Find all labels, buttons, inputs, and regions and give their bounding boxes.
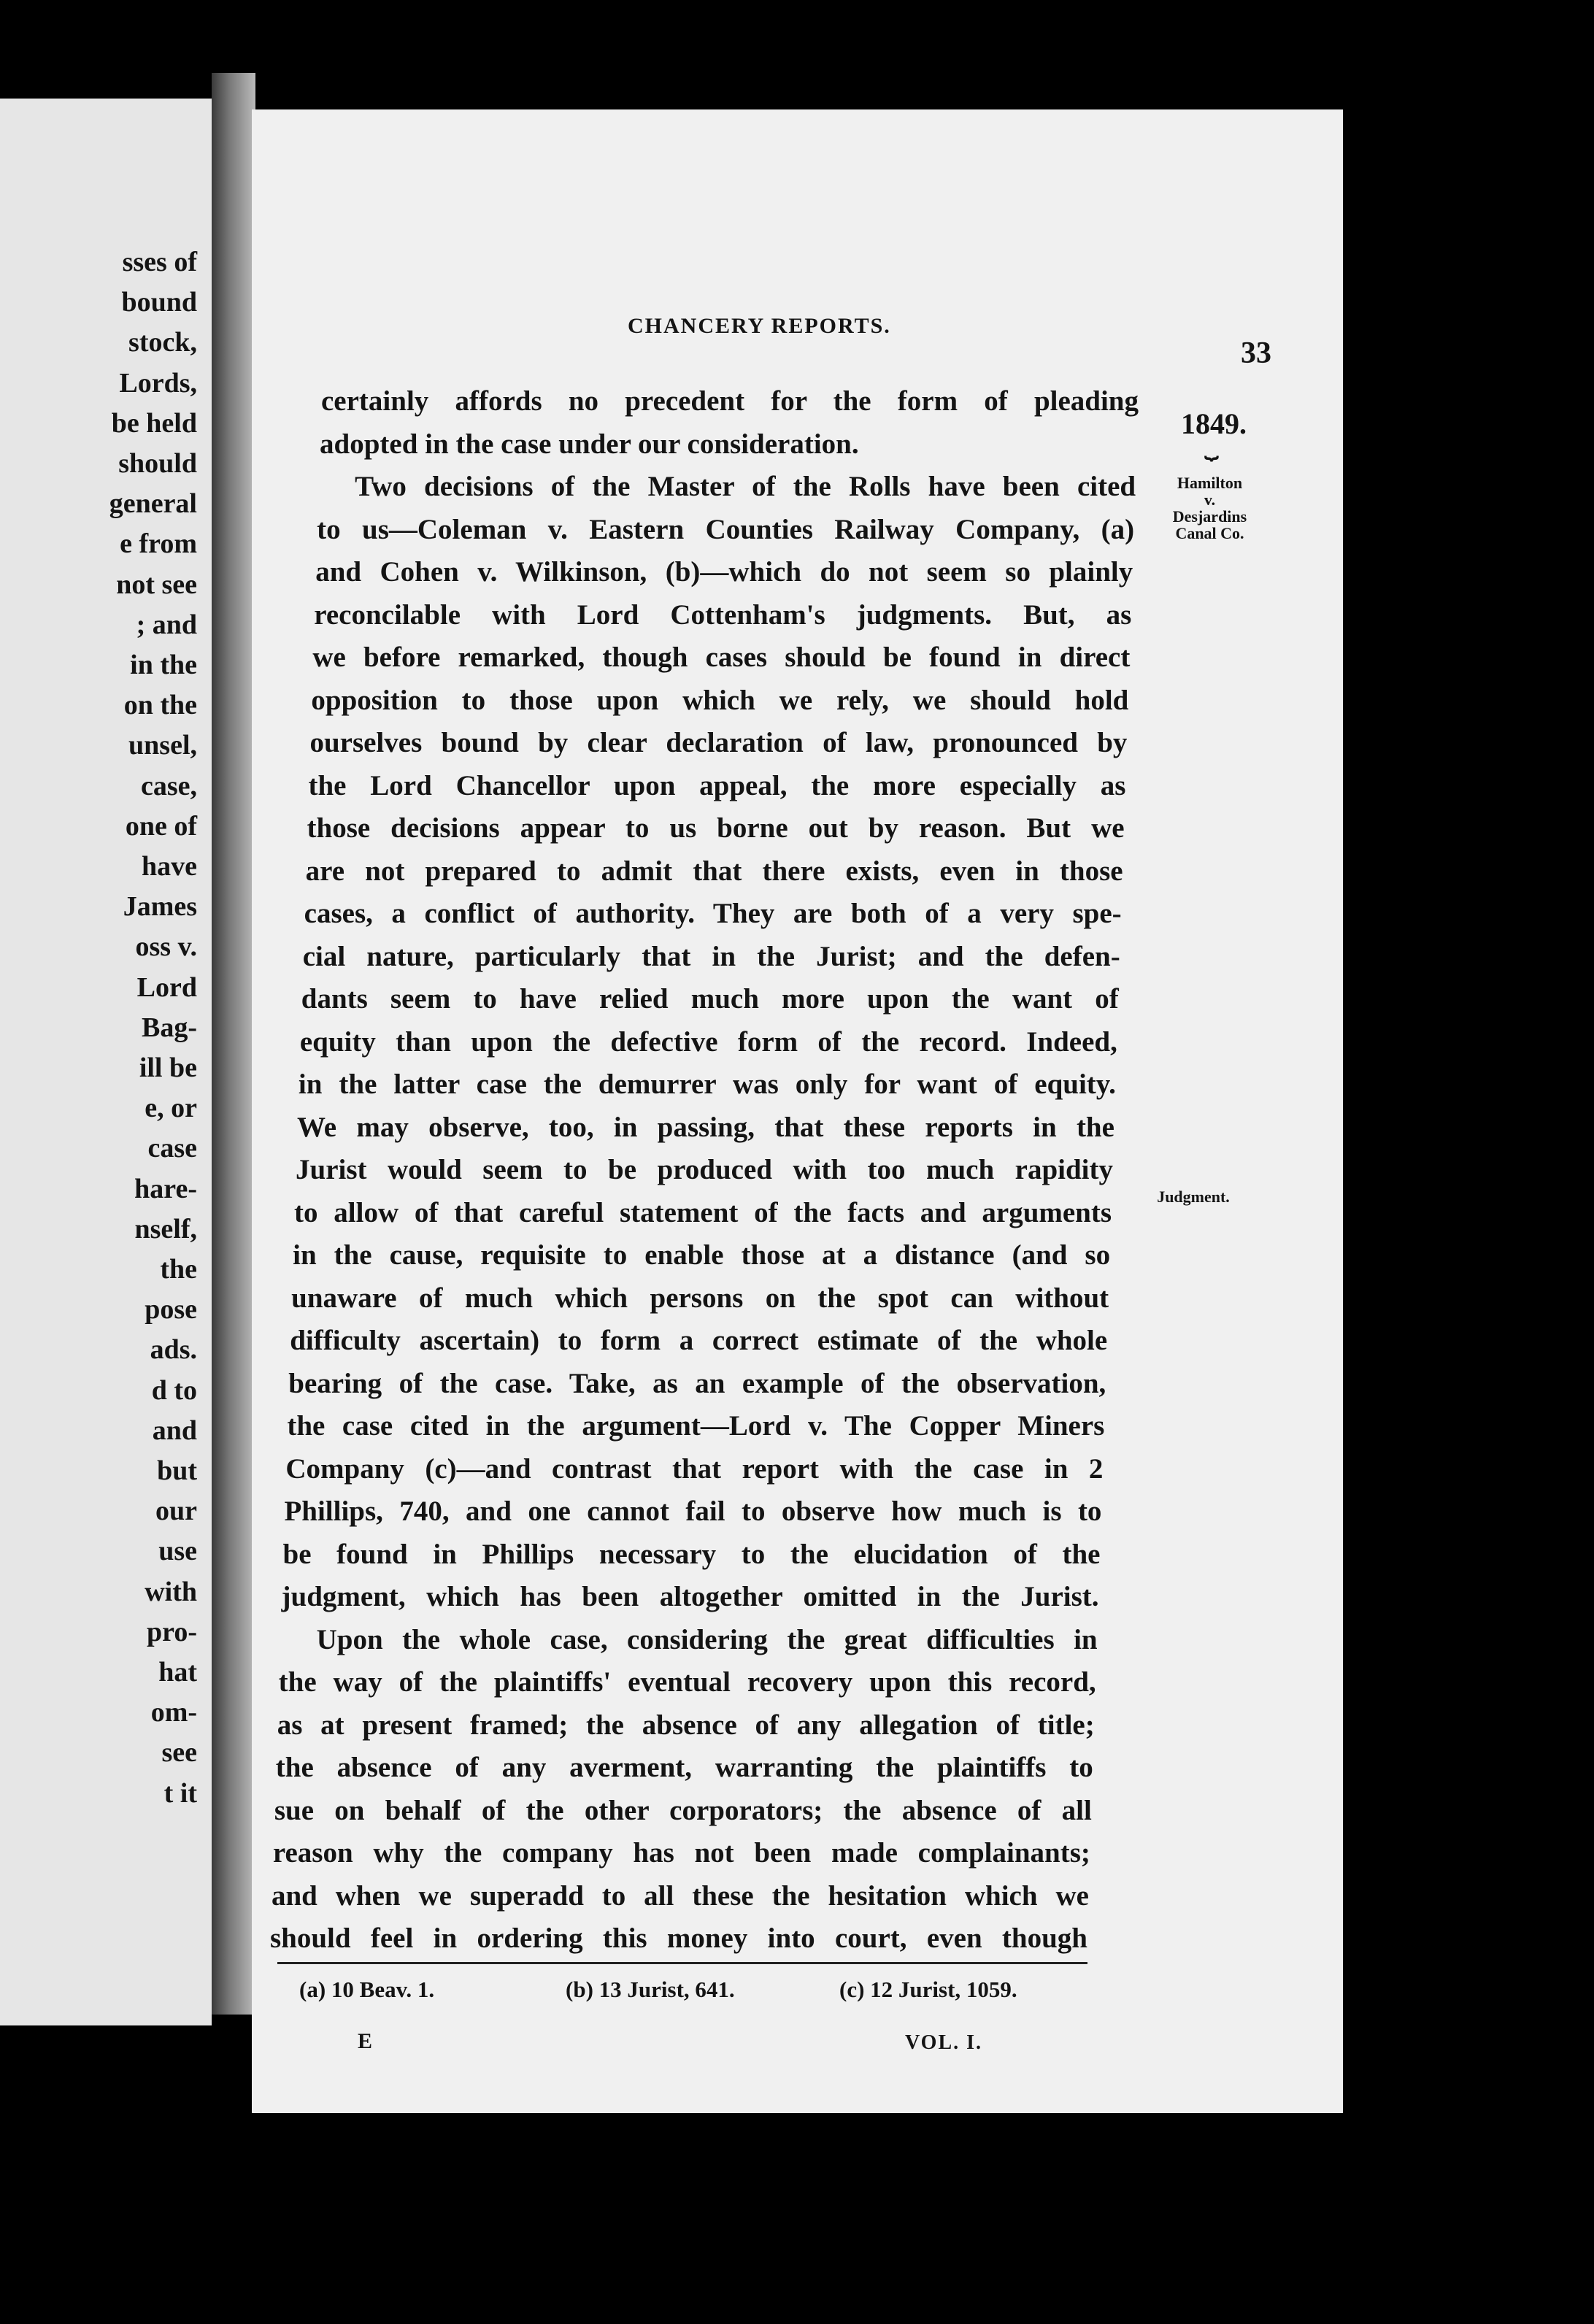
text-line: as at present framed; the absence of any allegation of title;	[277, 1709, 1095, 1741]
left-page-line: not see	[116, 569, 197, 600]
left-page-line: hat	[158, 1657, 197, 1688]
text-line: we before remarked, though cases should be found in direct	[312, 642, 1131, 673]
left-page-line: bound	[121, 287, 197, 318]
left-page-line: Lord	[136, 971, 197, 1003]
text-line: be found in Phillips necessary to the elucidation of the	[282, 1538, 1101, 1570]
left-page-line: pro-	[147, 1616, 197, 1647]
text-line: Phillips, 740, and one cannot fail to observe how much is to	[284, 1496, 1102, 1527]
page-number: 33	[1241, 336, 1271, 370]
margin-brace: ⏟	[1204, 433, 1219, 459]
text-line: in the latter case the demurrer was only for want of equity.	[298, 1069, 1116, 1100]
margin-judgment-label: Judgment.	[1157, 1188, 1230, 1206]
text-line: the case cited in the argument—Lord v. The Copper Miners	[287, 1410, 1105, 1442]
text-line: are not prepared to admit that there exists, even in those	[305, 855, 1123, 887]
text-line: cial nature, particularly that in the Jurist; and the defen-	[302, 940, 1120, 972]
text-line: reconcilable with Lord Cottenham's judgments. But, as	[314, 599, 1132, 631]
left-page-line: James	[123, 891, 197, 923]
left-page-line: ; and	[136, 609, 197, 640]
left-page-line: on the	[123, 690, 197, 721]
footnote-rule	[277, 1962, 1087, 1964]
text-line: to us—Coleman v. Eastern Counties Railway Company, (a)	[317, 513, 1135, 545]
text-line: Two decisions of the Master of the Rolls have been cited	[355, 471, 1136, 502]
text-line: to allow of that careful statement of the facts and arguments	[294, 1196, 1112, 1228]
text-line: the way of the plaintiffs' eventual recovery upon this record,	[278, 1666, 1096, 1698]
left-page-line: oss v.	[135, 931, 197, 963]
case-name-line: v.	[1204, 490, 1216, 509]
text-line: difficulty ascertain) to form a correct estimate of the whole	[290, 1325, 1108, 1356]
footnote-a: (a) 10 Beav. 1.	[299, 1977, 435, 2002]
left-page-line: sses of	[122, 247, 197, 277]
text-line: judgment, which has been altogether omitted in the Jurist.	[281, 1581, 1099, 1612]
left-page-line: in the	[130, 650, 197, 680]
left-page-line: e from	[120, 528, 197, 560]
text-line: the Lord Chancellor upon appeal, the more especially as	[308, 769, 1126, 801]
text-line: Jurist would seem to be produced with too much rapidity	[296, 1154, 1113, 1185]
text-line: Upon the whole case, considering the great difficulties in	[316, 1623, 1098, 1655]
left-page-line: with	[145, 1576, 197, 1607]
text-line: in the cause, requisite to enable those at a distance (and so	[293, 1239, 1111, 1271]
text-line: equity than upon the defective form of the record. Indeed,	[299, 1026, 1117, 1058]
text-line: cases, a conflict of authority. They are both of a very spe-	[304, 898, 1122, 929]
text-line: opposition to those upon which we rely, we should hold	[311, 684, 1129, 716]
left-page-line: pose	[145, 1294, 197, 1325]
left-page-line: general	[109, 488, 197, 520]
footnote-c: (c) 12 Jurist, 1059.	[839, 1977, 1017, 2002]
left-page-line: d to	[151, 1374, 197, 1406]
left-page-line: stock,	[128, 327, 197, 358]
left-page-line: nself,	[134, 1213, 197, 1244]
margin-case-name	[1157, 474, 1263, 542]
running-header: CHANCERY REPORTS.	[628, 314, 891, 338]
left-page-line: unsel,	[128, 730, 197, 761]
left-page-line: e, or	[145, 1093, 197, 1124]
left-page-line: have	[142, 851, 197, 882]
signature-mark: E	[358, 2029, 373, 2053]
volume-label: VOL. I.	[905, 2031, 983, 2054]
left-page-line: Bag-	[142, 1012, 197, 1043]
text-line: and when we superadd to all these the hesitation which we	[271, 1879, 1089, 1912]
footnote-b: (b) 13 Jurist, 641.	[566, 1977, 735, 2002]
text-line: sue on behalf of the other corporators; the absence of all	[274, 1794, 1092, 1826]
left-page-line: t it	[163, 1777, 197, 1809]
text-line: the absence of any averment, warranting the plaintiffs to	[275, 1752, 1093, 1783]
text-line: reason why the company has not been made complainants;	[272, 1837, 1090, 1869]
left-page-line: om-	[150, 1697, 197, 1728]
left-page-line: should	[118, 448, 197, 479]
text-line: unaware of much which persons on the spot can without	[291, 1282, 1109, 1314]
text-line: Company (c)—and contrast that report with the case in 2	[285, 1452, 1104, 1485]
left-page-line: Lords,	[119, 367, 197, 399]
text-line: bearing of the case. Take, as an example of the observation,	[288, 1367, 1106, 1399]
margin-year: 1849.	[1181, 407, 1247, 440]
left-page-line: use	[158, 1536, 197, 1567]
left-page-line: ads.	[150, 1334, 197, 1366]
text-line: should feel in ordering this money into court, even though	[270, 1923, 1087, 1954]
left-page-line: hare-	[134, 1173, 197, 1204]
left-page	[0, 99, 212, 2025]
left-page-line: case,	[140, 770, 197, 801]
text-line: certainly affords no precedent for the form of pleading	[321, 385, 1139, 417]
left-page-line: the	[160, 1254, 197, 1285]
left-page-line: but	[157, 1455, 197, 1486]
text-line: We may observe, too, in passing, that these reports in the	[296, 1111, 1114, 1143]
text-line: those decisions appear to us borne out by reason. But we	[307, 812, 1125, 844]
text-line: dants seem to have relied much more upon the want of	[301, 983, 1119, 1015]
left-page-line: see	[161, 1737, 197, 1769]
left-page-line: case	[147, 1133, 197, 1164]
left-page-line: our	[155, 1496, 197, 1527]
case-name-line: Desjardins	[1172, 507, 1247, 526]
left-page-line: one of	[125, 810, 197, 842]
text-line: and Cohen v. Wilkinson, (b)—which do not seem so plainly	[315, 556, 1133, 588]
case-name-line: Canal Co.	[1175, 524, 1244, 543]
left-page-line: and	[152, 1415, 197, 1446]
left-page-line: ill be	[139, 1053, 197, 1083]
text-line: ourselves bound by clear declaration of law, pronounced by	[309, 727, 1128, 758]
left-page-line: be held	[111, 407, 197, 439]
text-line: adopted in the case under our consideration.	[320, 428, 859, 460]
page-gutter	[212, 73, 255, 2015]
case-name-line: Hamilton	[1177, 474, 1243, 492]
